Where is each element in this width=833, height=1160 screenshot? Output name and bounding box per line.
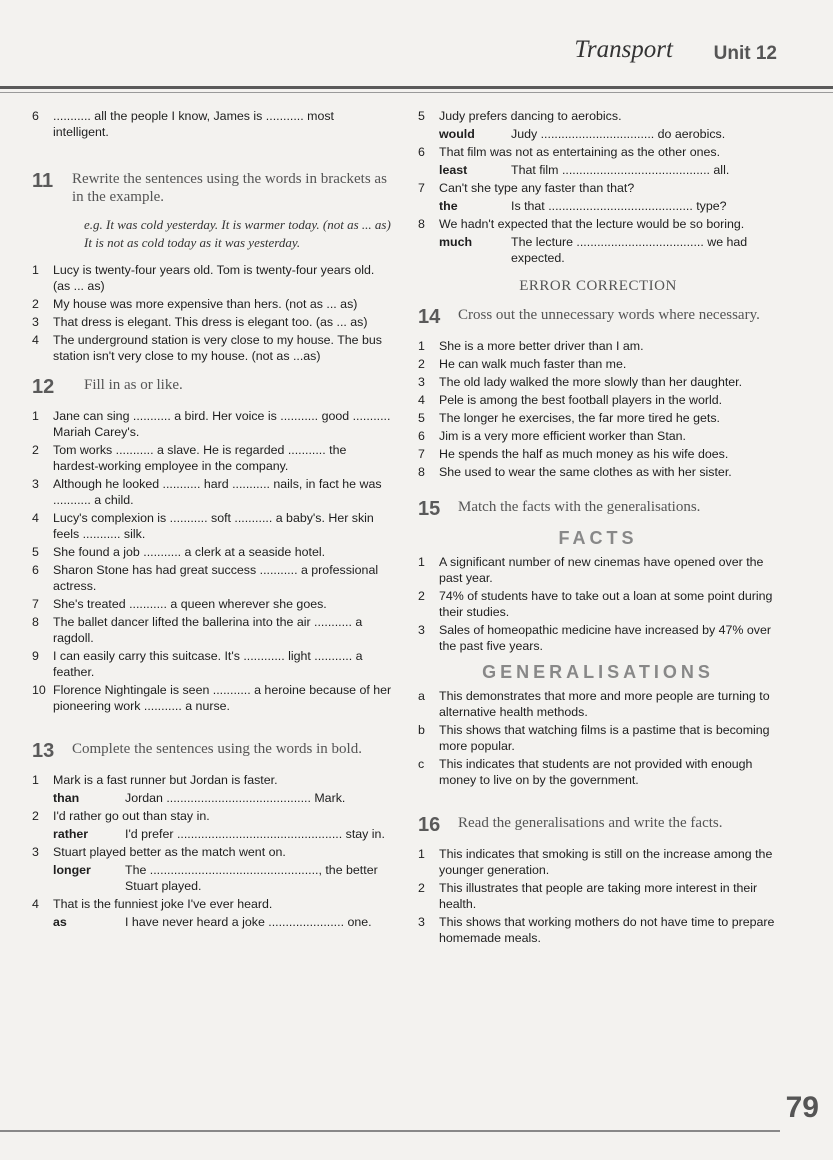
item-number: 1 bbox=[418, 339, 425, 353]
item-text: ........... all the people I know, James is ........... most intelligent. bbox=[53, 109, 334, 139]
exercise-item bbox=[32, 332, 392, 364]
exercise-number: 14 bbox=[418, 306, 441, 328]
keyword: longer bbox=[53, 863, 91, 877]
item-number: 1 bbox=[418, 555, 425, 569]
item-number: 7 bbox=[418, 447, 425, 461]
item-text: Can't she type any faster than that? bbox=[439, 181, 635, 195]
keyword: the bbox=[439, 199, 458, 213]
item-number: 4 bbox=[32, 511, 39, 525]
item-text: Sales of homeopathic medicine have increased by 47% over the past five years. bbox=[439, 623, 771, 653]
exercise-item bbox=[32, 442, 392, 474]
keyword-row bbox=[439, 126, 778, 142]
item-number: 2 bbox=[418, 881, 425, 895]
exercise-item bbox=[32, 510, 392, 542]
item-number: 6 bbox=[418, 145, 425, 159]
keyword-row bbox=[53, 790, 392, 806]
keyword-row bbox=[53, 862, 392, 894]
item-number: c bbox=[418, 757, 425, 771]
keyword: much bbox=[439, 235, 473, 249]
exercise-item bbox=[418, 216, 778, 232]
exercise-item bbox=[418, 410, 778, 426]
exercise-title: Fill in as or like. bbox=[84, 377, 183, 393]
item-text: We hadn't expected that the lecture would be so boring. bbox=[439, 217, 745, 231]
item-number: 6 bbox=[418, 429, 425, 443]
exercise-item bbox=[32, 682, 392, 714]
exercise-number: 11 bbox=[32, 170, 54, 192]
item-text: A significant number of new cinemas have opened over the past year. bbox=[439, 555, 764, 585]
exercise-14-items bbox=[418, 338, 778, 480]
item-text: She found a job ........... a clerk at a seaside hotel. bbox=[53, 545, 326, 559]
item-text: That film was not as entertaining as the other ones. bbox=[439, 145, 721, 159]
exercise-item bbox=[418, 338, 778, 354]
exercise-item bbox=[32, 896, 392, 912]
answer-line: The ................................................., the better Stuart played. bbox=[125, 863, 378, 893]
item-text: The underground station is very close to my house. The bus station isn't very close to my house. (not as ...as) bbox=[53, 333, 382, 363]
item-number: 5 bbox=[32, 545, 39, 559]
item-text: That is the funniest joke I've ever heard. bbox=[53, 897, 273, 911]
page-header-unit: Unit 12 bbox=[713, 43, 777, 64]
exercise-item bbox=[418, 108, 778, 124]
item-text: She's treated ........... a queen wherever she goes. bbox=[53, 597, 327, 611]
item-number: 3 bbox=[418, 915, 425, 929]
facts-list bbox=[418, 554, 778, 654]
exercise-item bbox=[418, 428, 778, 444]
item-number: 4 bbox=[418, 393, 425, 407]
keyword-row bbox=[439, 162, 778, 178]
item-text: Mark is a fast runner but Jordan is faster. bbox=[53, 773, 278, 787]
exercise-item bbox=[418, 356, 778, 372]
exercise-12-header bbox=[32, 376, 392, 398]
item-text: Jim is a very more efficient worker than Stan. bbox=[439, 429, 686, 443]
keyword: rather bbox=[53, 827, 89, 841]
item-text: She used to wear the same clothes as with her sister. bbox=[439, 465, 732, 479]
item-number: 5 bbox=[418, 411, 425, 425]
item-number: b bbox=[418, 723, 425, 737]
item-text: 74% of students have to take out a loan at some point during their studies. bbox=[439, 589, 773, 619]
answer-line: Judy ................................. do aerobics. bbox=[511, 127, 726, 141]
item-text: This demonstrates that more and more people are turning to alternative health methods. bbox=[439, 689, 770, 719]
item-text: This illustrates that people are taking more interest in their health. bbox=[439, 881, 758, 911]
answer-line: Jordan .......................................... Mark. bbox=[125, 791, 346, 805]
exercise-item bbox=[418, 588, 778, 620]
exercise-13-continued-items bbox=[418, 108, 778, 266]
item-number: 6 bbox=[32, 563, 39, 577]
item-number: 1 bbox=[418, 847, 425, 861]
exercise-item bbox=[418, 846, 778, 878]
exercise-title: Cross out the unnecessary words where necessary. bbox=[458, 307, 760, 323]
keyword-row bbox=[439, 234, 778, 266]
answer-line: I'd prefer ................................................ stay in. bbox=[125, 827, 385, 841]
exercise-item bbox=[418, 914, 778, 946]
item-number: a bbox=[418, 689, 425, 703]
item-text: Although he looked ........... hard ........... nails, in fact he was ........... a child. bbox=[53, 477, 382, 507]
item-text: I can easily carry this suitcase. It's ............ light ........... a feather. bbox=[53, 649, 363, 679]
exercise-16-header bbox=[418, 814, 778, 836]
item-text: Judy prefers dancing to aerobics. bbox=[439, 109, 622, 123]
item-number: 2 bbox=[32, 809, 39, 823]
exercise-item bbox=[32, 314, 392, 330]
item-number: 3 bbox=[32, 477, 39, 491]
item-text: This shows that watching films is a pastime that is becoming more popular. bbox=[439, 723, 770, 753]
exercise-title: Complete the sentences using the words in bold. bbox=[72, 741, 362, 757]
generalisations-list bbox=[418, 688, 778, 788]
exercise-item bbox=[32, 808, 392, 824]
answer-line: That film ........................................... all. bbox=[511, 163, 730, 177]
item-number: 2 bbox=[418, 357, 425, 371]
page-number: 79 bbox=[785, 1091, 819, 1124]
exercise-item bbox=[32, 544, 392, 560]
example-text: e.g. It was cold yesterday. It is warmer today. (not as ... as) It is not as cold today as it was yesterday. bbox=[84, 217, 391, 250]
item-number: 4 bbox=[32, 897, 39, 911]
item-number: 3 bbox=[418, 623, 425, 637]
footer-rule bbox=[0, 1130, 780, 1132]
item-number: 10 bbox=[32, 683, 46, 697]
exercise-item bbox=[418, 446, 778, 462]
exercise-item bbox=[32, 108, 392, 140]
item-text: Lucy is twenty-four years old. Tom is twenty-four years old. (as ... as) bbox=[53, 263, 375, 293]
exercise-item bbox=[32, 596, 392, 612]
exercise-item bbox=[32, 614, 392, 646]
header-rule-thin bbox=[0, 92, 833, 93]
item-text: This indicates that smoking is still on the increase among the younger generation. bbox=[439, 847, 773, 877]
answer-line: I have never heard a joke ...................... one. bbox=[125, 915, 372, 929]
exercise-number: 15 bbox=[418, 498, 441, 520]
item-text: She is a more better driver than I am. bbox=[439, 339, 644, 353]
exercise-item bbox=[32, 296, 392, 312]
keyword: as bbox=[53, 915, 67, 929]
keyword-row bbox=[53, 914, 392, 930]
exercise-item bbox=[418, 180, 778, 196]
item-number: 1 bbox=[32, 773, 39, 787]
keyword-row bbox=[53, 826, 392, 842]
exercise-item bbox=[418, 756, 778, 788]
error-correction-heading: ERROR CORRECTION bbox=[519, 278, 677, 294]
item-text: This indicates that students are not provided with enough money to live on by the government. bbox=[439, 757, 753, 787]
keyword: than bbox=[53, 791, 80, 805]
exercise-item bbox=[418, 722, 778, 754]
item-number: 2 bbox=[32, 443, 39, 457]
item-number: 5 bbox=[418, 109, 425, 123]
item-number: 1 bbox=[32, 263, 39, 277]
item-number: 8 bbox=[418, 217, 425, 231]
keyword: would bbox=[439, 127, 475, 141]
item-number: 4 bbox=[32, 333, 39, 347]
generalisations-heading: GENERALISATIONS bbox=[482, 662, 714, 682]
exercise-number: 13 bbox=[32, 740, 55, 762]
exercise-12-items bbox=[32, 408, 392, 714]
exercise-item bbox=[32, 562, 392, 594]
item-text: The longer he exercises, the far more tired he gets. bbox=[439, 411, 720, 425]
item-text: Lucy's complexion is ........... soft ........... a baby's. Her skin feels ........... silk. bbox=[53, 511, 374, 541]
item-text: Jane can sing ........... a bird. Her voice is ........... good ........... Mariah Carey's. bbox=[53, 409, 391, 439]
item-number: 7 bbox=[418, 181, 425, 195]
item-text: Tom works ........... a slave. He is regarded ........... the hardest-working employee in the company. bbox=[53, 443, 347, 473]
exercise-item bbox=[418, 392, 778, 408]
right-column bbox=[418, 108, 778, 948]
exercise-item bbox=[32, 262, 392, 294]
keyword-row bbox=[439, 198, 778, 214]
exercise-item bbox=[418, 622, 778, 654]
exercise-item bbox=[32, 476, 392, 508]
exercise-item bbox=[418, 688, 778, 720]
exercise-item bbox=[32, 844, 392, 860]
item-text: He can walk much faster than me. bbox=[439, 357, 627, 371]
left-column bbox=[32, 108, 392, 932]
exercise-14-header bbox=[418, 306, 778, 328]
item-number: 9 bbox=[32, 649, 39, 663]
exercise-title: Read the generalisations and write the facts. bbox=[458, 815, 723, 831]
exercise-title: Rewrite the sentences using the words in brackets as in the example. bbox=[72, 171, 387, 205]
exercise-13-items bbox=[32, 772, 392, 930]
exercise-number: 16 bbox=[418, 814, 441, 836]
item-number: 1 bbox=[32, 409, 39, 423]
item-text: Florence Nightingale is seen ........... a heroine because of her pioneering work ........... a nurse. bbox=[53, 683, 392, 713]
exercise-item bbox=[418, 464, 778, 480]
exercise-16-items bbox=[418, 846, 778, 946]
item-number: 3 bbox=[32, 315, 39, 329]
answer-line: Is that .......................................... type? bbox=[511, 199, 727, 213]
item-number: 8 bbox=[418, 465, 425, 479]
exercise-item bbox=[418, 374, 778, 390]
item-text: My house was more expensive than hers. (not as ... as) bbox=[53, 297, 358, 311]
exercise-title: Match the facts with the generalisations. bbox=[458, 499, 701, 515]
page-header-title: Transport bbox=[574, 36, 673, 63]
item-text: Stuart played better as the match went on. bbox=[53, 845, 286, 859]
exercise-item bbox=[418, 880, 778, 912]
item-number: 2 bbox=[418, 589, 425, 603]
item-text: The old lady walked the more slowly than her daughter. bbox=[439, 375, 743, 389]
item-number: 3 bbox=[32, 845, 39, 859]
keyword: least bbox=[439, 163, 468, 177]
item-text: That dress is elegant. This dress is elegant too. (as ... as) bbox=[53, 315, 368, 329]
item-number: 7 bbox=[32, 597, 39, 611]
exercise-item bbox=[418, 554, 778, 586]
item-number: 6 bbox=[32, 109, 39, 123]
item-number: 2 bbox=[32, 297, 39, 311]
item-text: Pele is among the best football players in the world. bbox=[439, 393, 723, 407]
exercise-13-header bbox=[32, 740, 392, 762]
item-text: This shows that working mothers do not have time to prepare homemade meals. bbox=[439, 915, 775, 945]
item-number: 3 bbox=[418, 375, 425, 389]
answer-line: The lecture ..................................... we had expected. bbox=[511, 235, 748, 265]
exercise-item bbox=[418, 144, 778, 160]
item-text: The ballet dancer lifted the ballerina into the air ........... a ragdoll. bbox=[53, 615, 363, 645]
item-text: Sharon Stone has had great success ........... a professional actress. bbox=[53, 563, 379, 593]
item-text: He spends the half as much money as his wife does. bbox=[439, 447, 729, 461]
item-text: I'd rather go out than stay in. bbox=[53, 809, 210, 823]
exercise-item bbox=[32, 648, 392, 680]
exercise-item bbox=[32, 772, 392, 788]
header-rule bbox=[0, 86, 833, 89]
item-number: 8 bbox=[32, 615, 39, 629]
exercise-number: 12 bbox=[32, 376, 55, 398]
exercise-11-header bbox=[32, 170, 392, 206]
exercise-15-header bbox=[418, 498, 778, 520]
exercise-11-items bbox=[32, 262, 392, 364]
exercise-item bbox=[32, 408, 392, 440]
facts-heading: FACTS bbox=[558, 528, 638, 548]
